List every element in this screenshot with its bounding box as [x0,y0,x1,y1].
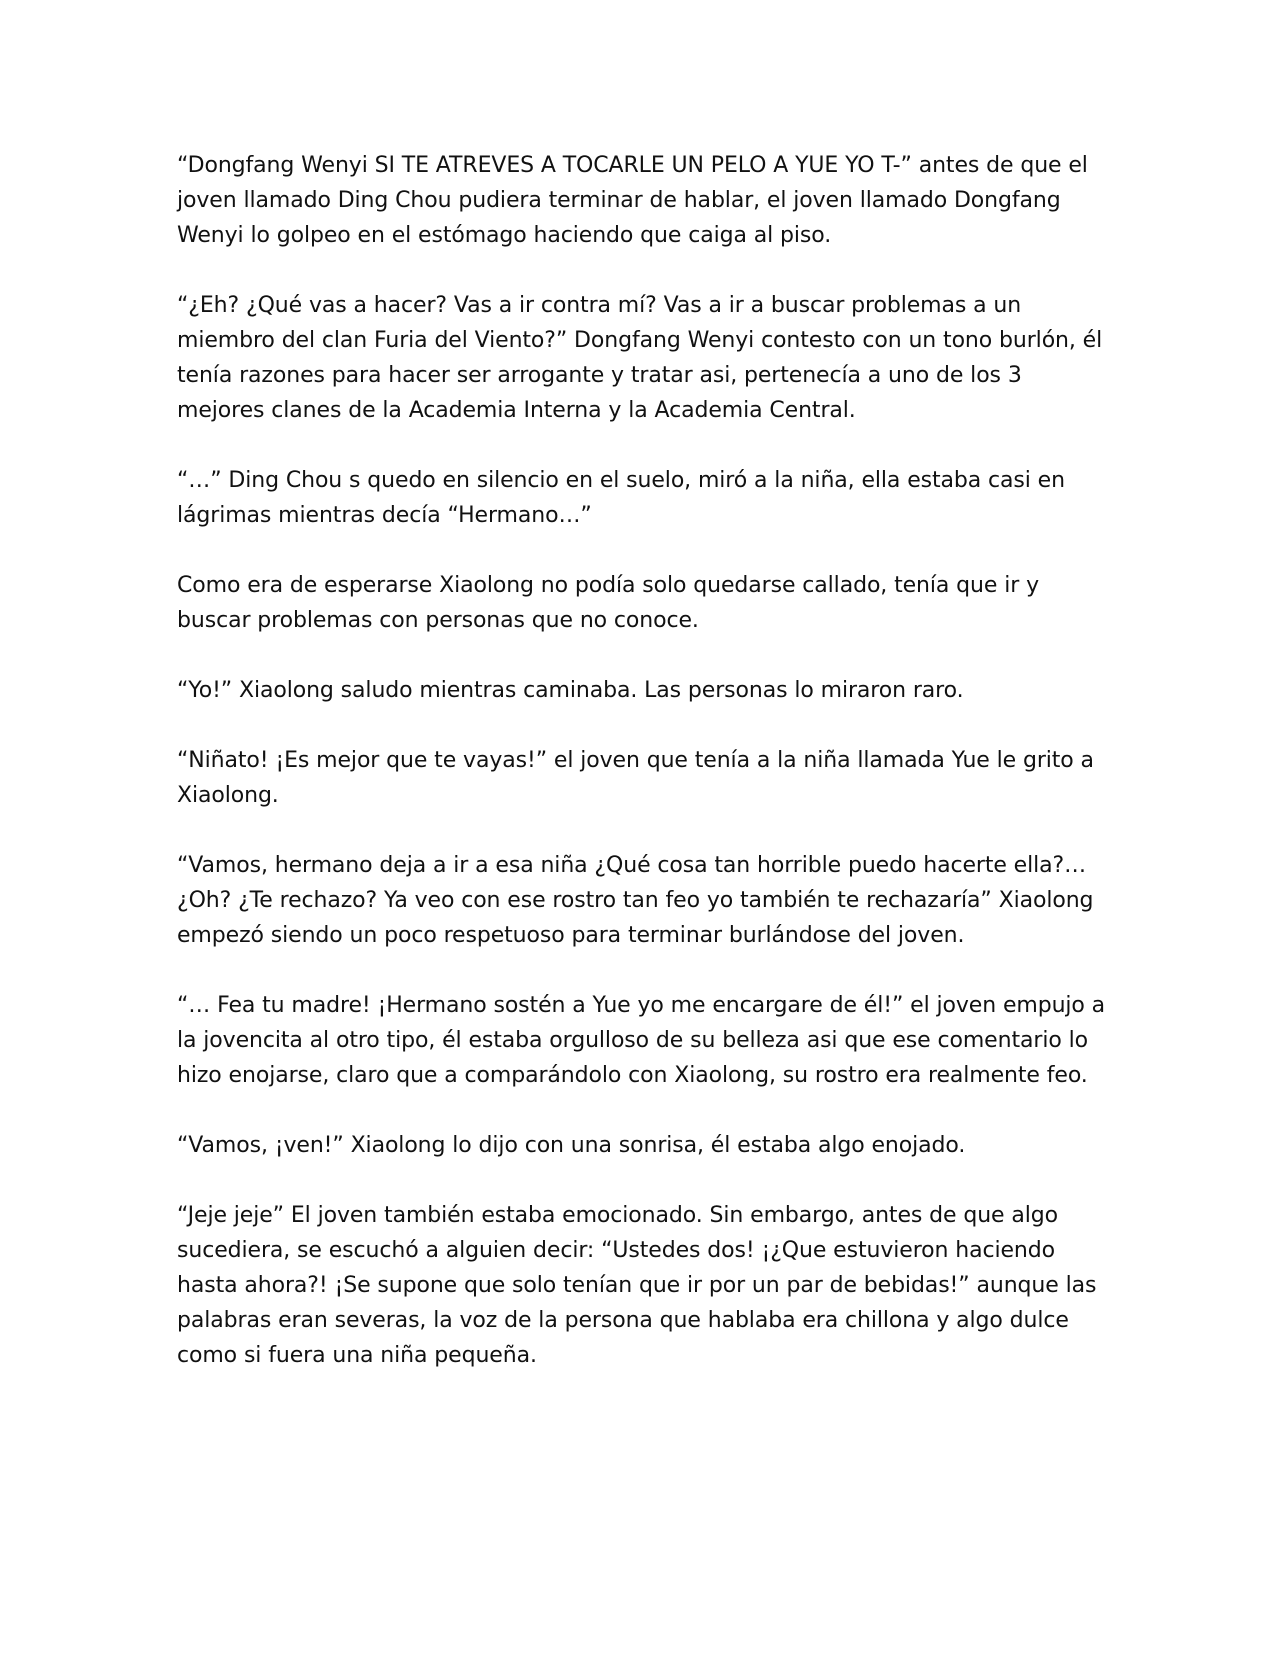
paragraph-5: “Yo!” Xiaolong saludo mientras caminaba. Las personas lo miraron raro. [177,678,964,703]
paragraph-4: Como era de esperarse Xiaolong no podía solo quedarse callado, tenía que ir y buscar problemas con personas que no conoce. [177,573,1039,633]
paragraph-8: “… Fea tu madre! ¡Hermano sostén a Yue yo me encargare de él!” el joven empujo a la jovencita al otro tipo, él estaba orgulloso de su belleza asi que ese comentario lo hizo enojarse, claro que a comparándolo con Xiaolong, su rostro era realmente feo. [177,993,1106,1088]
paragraph-6: “Niñato! ¡Es mejor que te vayas!” el joven que tenía a la niña llamada Yue le grito a Xiaolong. [177,748,1094,808]
paragraph-9: “Vamos, ¡ven!” Xiaolong lo dijo con una sonrisa, él estaba algo enojado. [177,1133,966,1158]
paragraph-10: “Jeje jeje” El joven también estaba emocionado. Sin embargo, antes de que algo sucediera, se escuchó a alguien decir: “Ustedes dos! ¡¿Que estuvieron haciendo hasta ahora?! ¡Se supone que solo tenían que ir por un par de bebidas!” aunque las palabras eran severas, la voz de la persona que hablaba era chillona y algo dulce como si fuera una niña pequeña. [177,1203,1097,1368]
paragraph-3: “…” Ding Chou s quedo en silencio en el suelo, miró a la niña, ella estaba casi en lágrimas mientras decía “Hermano…” [177,468,1065,528]
paragraph-1: “Dongfang Wenyi SI TE ATREVES A TOCARLE UN PELO A YUE YO T-” antes de que el joven llamado Ding Chou pudiera terminar de hablar, el joven llamado Dongfang Wenyi lo golpeo en el estómago haciendo que caiga al piso. [177,153,1088,248]
paragraph-2: “¿Eh? ¿Qué vas a hacer? Vas a ir contra mí? Vas a ir a buscar problemas a un miembro del clan Furia del Viento?” Dongfang Wenyi contesto con un tono burlón, él tenía razones para hacer ser arrogante y tratar asi, pertenecía a uno de los 3 mejores clanes de la Academia Interna y la Academia Central. [177,293,1103,423]
document-body [177,148,1107,1408]
paragraph-7: “Vamos, hermano deja a ir a esa niña ¿Qué cosa tan horrible puedo hacerte ella?… ¿Oh? ¿Te rechazo? Ya veo con ese rostro tan feo yo también te rechazaría” Xiaolong empezó siendo un poco respetuoso para terminar burlándose del joven. [177,853,1094,948]
